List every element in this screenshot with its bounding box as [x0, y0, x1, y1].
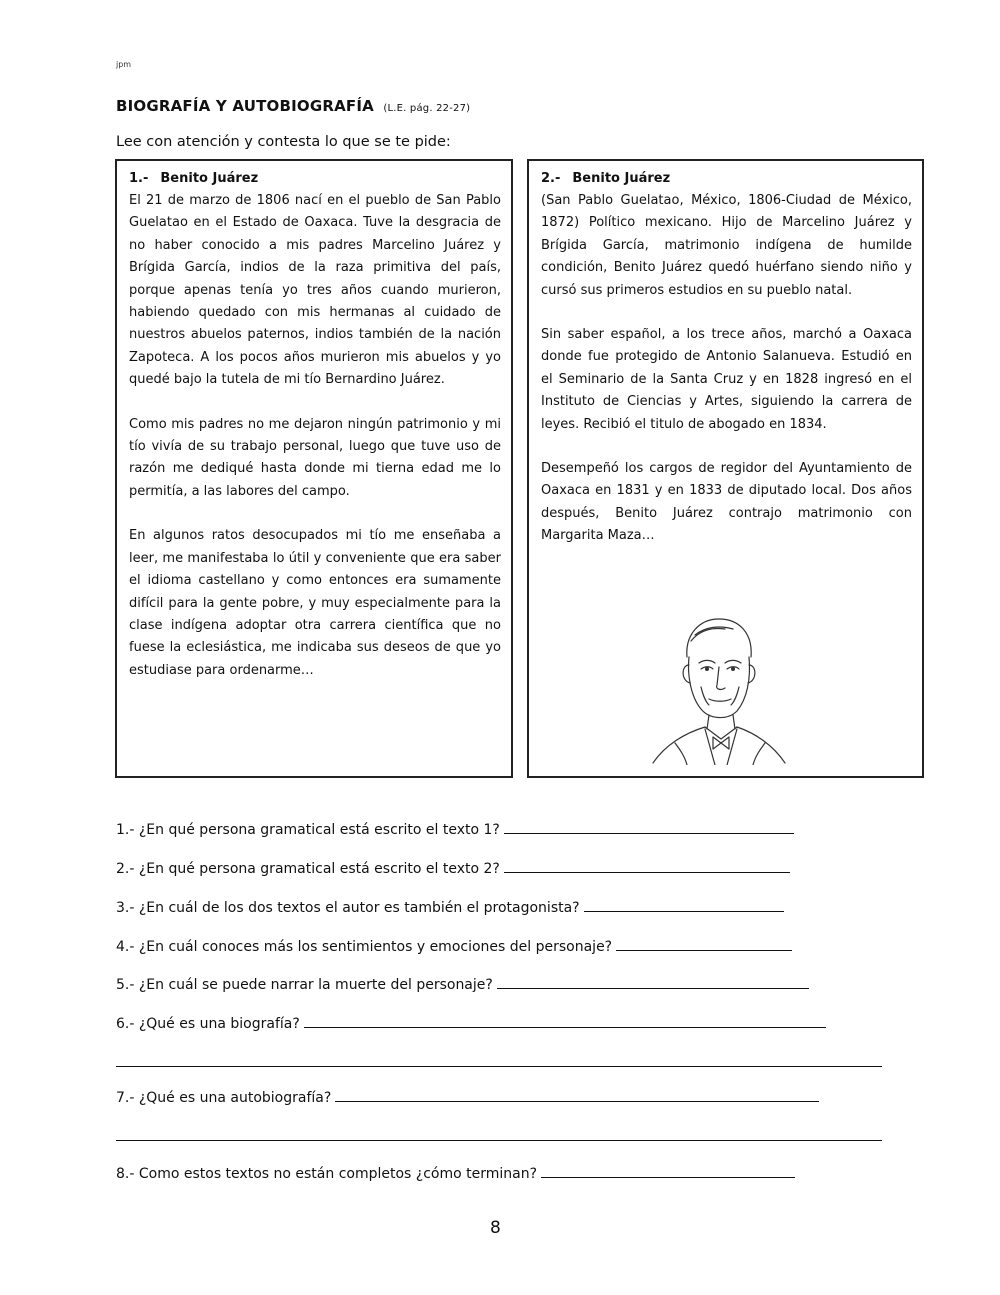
- text1-paragraph-3: En algunos ratos desocupados mi tío me enseñaba a leer, me manifestaba lo útil y conveniente que era saber el idioma castellano y como entonces era sumamente difícil para la gente pobre, y muy especialmente para la clase indígena adoptar otra carrera científica que no fuese la eclesiástica, me indicaba sus deseos de que yo estudiase para ordenarme…: [129, 528, 501, 678]
- question-6-text: 6.- ¿Qué es una biografía?: [116, 1016, 300, 1032]
- text1-paragraph-1: El 21 de marzo de 1806 nací en el pueblo de San Pablo Guelatao en el Estado de Oaxaca. Tuve la desgracia de no haber conocido a mis padres Marcelino Juárez y Brígida García, indios de la raza primitiva del país, porque apenas tenía yo tres años cuando murieron, habiendo quedado con mis hermanas al cuidado de nuestros abuelos paternos, indios también de la nación Zapoteca. A los pocos años murieron mis abuelos y yo quedé bajo la tutela de mi tío Bernardino Juárez.: [129, 193, 501, 388]
- answer-6-field[interactable]: [304, 1014, 826, 1028]
- question-3: [116, 898, 784, 916]
- answer-3-field[interactable]: [584, 898, 784, 912]
- question-7: [116, 1088, 819, 1106]
- question-5-text: 5.- ¿En cuál se puede narrar la muerte del personaje?: [116, 977, 493, 993]
- answer-1-field[interactable]: [504, 820, 794, 834]
- answer-7-extra-line[interactable]: [116, 1140, 882, 1141]
- question-6: [116, 1014, 826, 1032]
- text1-paragraph-2: Como mis padres no me dejaron ningún patrimonio y mi tío vivía de su trabajo personal, luego que tuve uso de razón me dediqué hasta donde mi tierna edad me lo permitía, a las labores del campo.: [129, 416, 501, 499]
- instructions: Lee con atención y contesta lo que se te pide:: [116, 134, 451, 150]
- text2-title: Benito Juárez: [572, 171, 671, 186]
- answer-2-field[interactable]: [504, 859, 790, 873]
- question-3-text: 3.- ¿En cuál de los dos textos el autor es también el protagonista?: [116, 900, 580, 916]
- title-text: BIOGRAFÍA Y AUTOBIOGRAFÍA: [116, 97, 374, 115]
- benito-juarez-portrait-icon: [635, 605, 795, 765]
- question-5: [116, 975, 809, 993]
- question-2-text: 2.- ¿En qué persona gramatical está escrito el texto 2?: [116, 861, 500, 877]
- text1-box: [115, 159, 513, 778]
- question-4: [116, 937, 792, 955]
- answer-7-field[interactable]: [335, 1088, 819, 1102]
- question-4-text: 4.- ¿En cuál conoces más los sentimientos y emociones del personaje?: [116, 939, 613, 955]
- question-8-text: 8.- Como estos textos no están completos ¿cómo terminan?: [116, 1166, 538, 1182]
- title-reference: (L.E. pág. 22-27): [383, 103, 471, 114]
- question-2: [116, 859, 790, 877]
- page-number: 8: [490, 1218, 501, 1238]
- text2-paragraph-1: (San Pablo Guelatao, México, 1806-Ciudad de México, 1872) Político mexicano. Hijo de Marcelino Juárez y Brígida García, matrimonio indígena de humilde condición, Benito Juárez quedó huérfano siendo niño y cursó sus primeros estudios en su pueblo natal.: [541, 193, 912, 298]
- text1-title: Benito Juárez: [160, 171, 259, 186]
- text2-paragraph-2: Sin saber español, a los trece años, marchó a Oaxaca donde fue protegido de Antonio Salanueva. Estudió en el Seminario de la Santa Cruz y en 1828 ingresó en el Instituto de Ciencias y Artes, siguiendo la carrera de leyes. Recibió el titulo de abogado en 1834.: [541, 327, 912, 432]
- text2-heading: [541, 168, 912, 190]
- question-8: [116, 1164, 795, 1182]
- question-1-text: 1.- ¿En qué persona gramatical está escrito el texto 1?: [116, 822, 500, 838]
- question-7-text: 7.- ¿Qué es una autobiografía?: [116, 1090, 332, 1106]
- answer-8-field[interactable]: [541, 1164, 795, 1178]
- question-1: [116, 820, 794, 838]
- text2-number: 2.-: [541, 171, 561, 186]
- text2-paragraph-3: Desempeñó los cargos de regidor del Ayuntamiento de Oaxaca en 1831 y en 1833 de diputado local. Dos años después, Benito Juárez contrajo matrimonio con Margarita Maza…: [541, 461, 912, 544]
- answer-5-field[interactable]: [497, 975, 809, 989]
- text2-box: [527, 159, 924, 778]
- author-initials: jpm: [116, 60, 132, 69]
- text1-heading: [129, 168, 501, 190]
- answer-4-field[interactable]: [616, 937, 792, 951]
- answer-6-extra-line[interactable]: [116, 1066, 882, 1067]
- page-title: [116, 97, 470, 115]
- text1-number: 1.-: [129, 171, 149, 186]
